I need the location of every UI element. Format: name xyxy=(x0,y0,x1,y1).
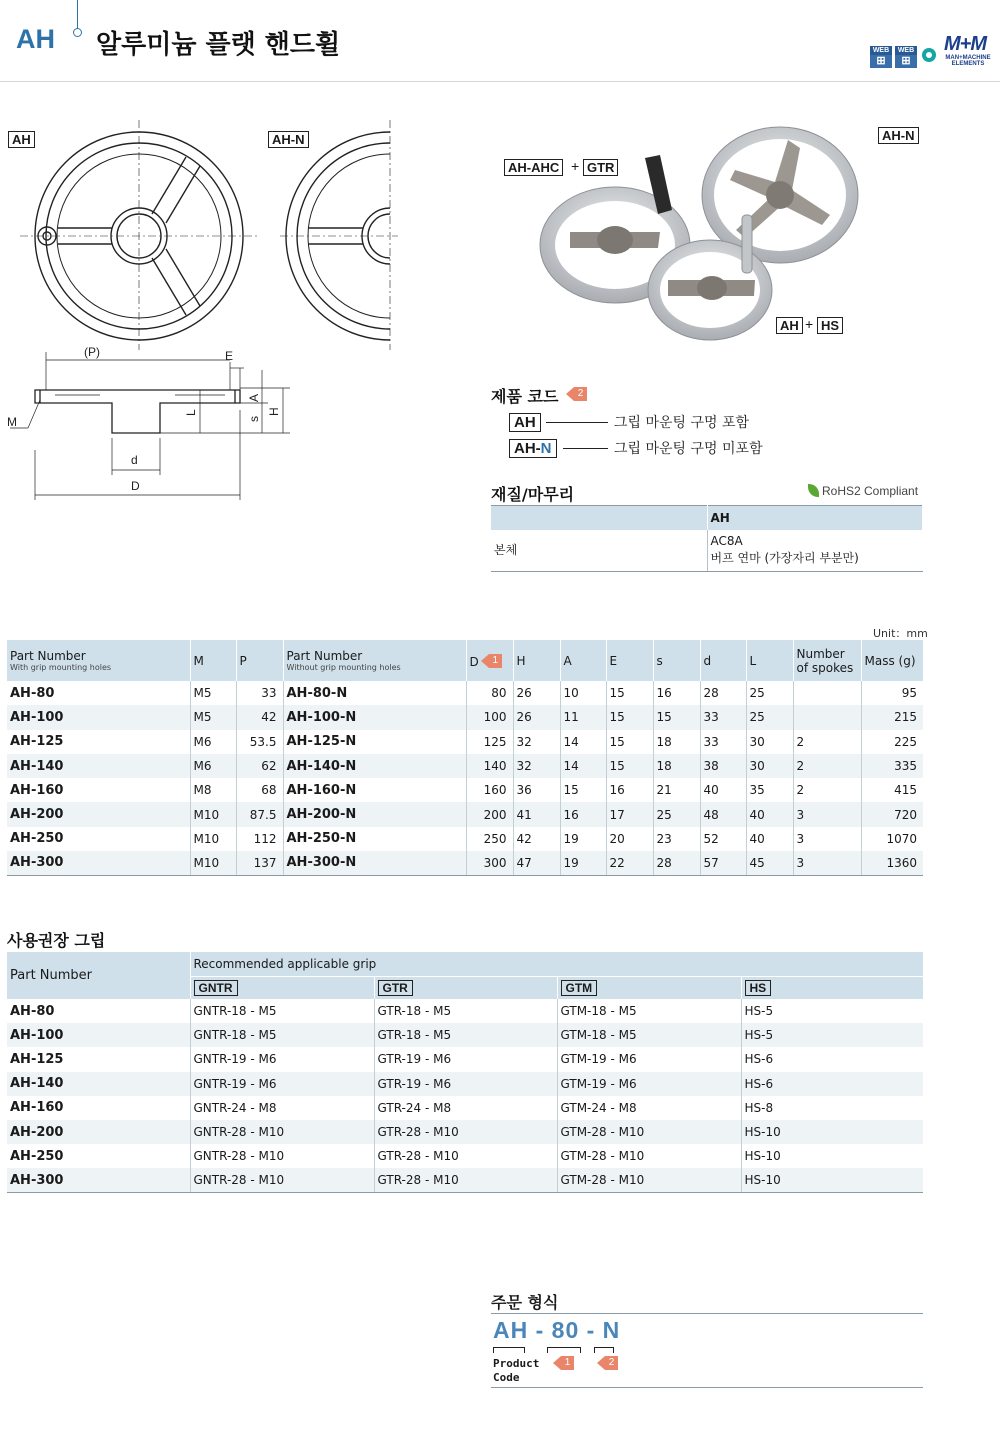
table-row xyxy=(7,1120,923,1144)
front-view-drawing xyxy=(0,110,400,360)
spec-cell-l: 45 xyxy=(746,851,793,875)
spec-cell-m: M8 xyxy=(190,778,236,802)
unit-label: Unit：mm xyxy=(873,627,928,640)
brand-logo-sub: MAN+MACHINE ELEMENTS xyxy=(945,55,991,67)
spec-header-spokes-1: Number xyxy=(796,646,845,661)
table-row xyxy=(7,1096,923,1120)
spec-d-badge xyxy=(481,654,503,668)
spec-cell-p: 53.5 xyxy=(236,730,283,754)
spec-cell-small-d: 40 xyxy=(700,778,746,802)
spec-cell-spokes: 3 xyxy=(793,827,861,851)
spec-cell-e: 15 xyxy=(606,730,653,754)
spec-cell-p: 137 xyxy=(236,851,283,875)
grip-header-gntr xyxy=(190,976,374,999)
spec-cell-pn2: AH-80-N xyxy=(283,681,466,705)
grip-cell-hs: HS-5 xyxy=(741,1023,923,1047)
spec-cell-a: 16 xyxy=(560,802,606,826)
grip-header-gtr-label: GTR xyxy=(378,980,413,996)
spec-header-pn-without xyxy=(283,640,466,681)
spec-cell-s: 25 xyxy=(653,802,700,826)
order-badge-1-number: 1 xyxy=(561,1356,574,1370)
grip-cell-gntr: GNTR-19 - M6 xyxy=(190,1047,374,1071)
spec-cell-a: 10 xyxy=(560,681,606,705)
order-bracket xyxy=(493,1347,525,1353)
grip-cell-gtr: GTR-24 - M8 xyxy=(374,1096,557,1120)
web-badge-label: WEB xyxy=(870,46,892,55)
spec-cell-s: 16 xyxy=(653,681,700,705)
spec-cell-a: 19 xyxy=(560,851,606,875)
spec-cell-pn: AH-125 xyxy=(7,730,190,754)
grip-cell-gtm: GTM-19 - M6 xyxy=(557,1072,741,1096)
dim-label-big-d: D xyxy=(131,479,140,493)
material-header-ah: AH xyxy=(707,506,923,530)
spec-cell-d: 250 xyxy=(466,827,513,851)
spec-header-p: P xyxy=(236,640,283,681)
code-ah-n-prefix: AH- xyxy=(514,440,541,457)
dim-label-s: s xyxy=(247,416,261,422)
code-ah-n-desc: 그립 마운팅 구멍 미포함 xyxy=(614,441,763,457)
grip-header-gtr xyxy=(374,976,557,999)
spec-cell-m: M6 xyxy=(190,730,236,754)
grip-cell-gtm: GTM-24 - M8 xyxy=(557,1096,741,1120)
grip-cell-hs: HS-8 xyxy=(744,1100,774,1115)
spec-cell-mass: 95 xyxy=(901,686,917,701)
dim-label-m: M xyxy=(7,415,17,429)
material-title: 재질/마무리 xyxy=(491,485,575,504)
dim-label-e: E xyxy=(225,349,234,363)
badge-number: 2 xyxy=(574,387,587,401)
spec-cell-pn2: AH-140-N xyxy=(283,754,466,778)
order-divider xyxy=(491,1313,923,1314)
material-alloy: AC8A xyxy=(710,534,743,549)
spec-header-pn-with-label: Part Number xyxy=(10,648,86,663)
spec-d-badge-number: 1 xyxy=(489,654,502,668)
table-row xyxy=(7,999,923,1023)
dim-label-l: L xyxy=(184,409,198,416)
order-badge-2-number: 2 xyxy=(605,1356,618,1370)
spec-cell-s: 21 xyxy=(653,778,700,802)
dim-label-small-d: d xyxy=(131,453,138,467)
order-label-2: Code xyxy=(493,1371,520,1384)
spec-cell-m: M5 xyxy=(190,681,236,705)
grip-header-recommended: Recommended applicable grip xyxy=(190,952,923,976)
order-product-code-label xyxy=(493,1357,539,1385)
grip-cell-pn: AH-140 xyxy=(7,1072,190,1096)
spec-header-s: s xyxy=(653,640,700,681)
spec-cell-d: 140 xyxy=(466,754,513,778)
spec-cell-small-d: 57 xyxy=(700,851,746,875)
spec-cell-spokes: 2 xyxy=(793,778,861,802)
spec-header-small-d: d xyxy=(700,640,746,681)
spec-cell-pn: AH-160 xyxy=(7,778,190,802)
spec-cell-mass: 1070 xyxy=(886,831,917,846)
material-header-empty xyxy=(491,506,707,530)
grip-cell-gtm: GTM-18 - M5 xyxy=(557,1023,741,1047)
grip-cell-pn: AH-200 xyxy=(7,1120,190,1144)
spec-cell-pn: AH-100 xyxy=(7,705,190,729)
grip-cell-gtm: GTM-19 - M6 xyxy=(557,1047,741,1071)
grip-cell-gtr: GTR-28 - M10 xyxy=(374,1168,557,1192)
rohs-badge xyxy=(808,484,918,498)
grip-cell-gtr: GTR-19 - M6 xyxy=(374,1047,557,1071)
spec-header-pn-with-sub: With grip mounting holes xyxy=(10,662,112,672)
spec-cell-p: 112 xyxy=(236,827,283,851)
spec-header-d xyxy=(466,640,513,681)
table-row xyxy=(7,827,923,851)
spec-cell-s: 28 xyxy=(653,851,700,875)
spec-cell-pn: AH-250 xyxy=(7,827,190,851)
dim-label-a: A xyxy=(247,393,261,402)
grip-cell-gtr: GTR-18 - M5 xyxy=(374,1023,557,1047)
spec-cell-d: 80 xyxy=(466,681,513,705)
series-code: AH xyxy=(16,24,55,54)
spec-cell-d: 125 xyxy=(466,730,513,754)
grip-cell-hs: HS-10 xyxy=(741,1168,923,1192)
spec-cell-m: M6 xyxy=(190,754,236,778)
grip-cell-gntr: GNTR-28 - M10 xyxy=(190,1168,374,1192)
grip-cell-hs: HS-10 xyxy=(741,1120,923,1144)
logo-circle-icon xyxy=(922,48,936,62)
web-badge-label: WEB xyxy=(895,46,917,55)
code-ah-n xyxy=(509,439,557,458)
spec-cell-d: 200 xyxy=(466,802,513,826)
spec-cell-m: M10 xyxy=(190,851,236,875)
spec-header-pn-without-label: Part Number xyxy=(286,648,363,663)
spec-cell-e: 20 xyxy=(606,827,653,851)
spec-cell-e: 22 xyxy=(606,851,653,875)
spec-cell-h: 47 xyxy=(513,851,560,875)
spec-cell-l: 40 xyxy=(746,827,793,851)
spec-cell-mass: 720 xyxy=(861,802,923,826)
grip-cell-hs: HS-10 xyxy=(744,1149,781,1164)
web-badge-icon[interactable]: WEB ⊞ xyxy=(895,46,917,68)
spec-cell-pn: AH-200 xyxy=(7,802,190,826)
spec-cell-h: 32 xyxy=(513,730,560,754)
grip-table xyxy=(7,952,923,1193)
spec-cell-s: 18 xyxy=(653,730,700,754)
spec-cell-l: 30 xyxy=(746,754,793,778)
order-code-example: AH - 80 - N xyxy=(493,1317,621,1343)
grip-cell-gtm: GTM-28 - M10 xyxy=(557,1144,741,1168)
table-row xyxy=(7,778,923,802)
spec-cell-spokes xyxy=(793,705,861,729)
table-row xyxy=(7,1144,923,1168)
material-row-value xyxy=(707,530,923,572)
page-title: 알루미늄 플랫 핸드휠 xyxy=(96,30,341,60)
grip-header-gtm xyxy=(557,976,741,999)
spec-cell-mass: 335 xyxy=(861,754,923,778)
spec-cell-spokes: 2 xyxy=(793,754,861,778)
code-leader-line xyxy=(563,448,608,449)
spec-cell-m: M10 xyxy=(190,827,236,851)
rohs-leaf-icon xyxy=(808,484,819,497)
spec-cell-e: 15 xyxy=(606,681,653,705)
code-leader-line xyxy=(546,422,608,423)
spec-cell-s: 15 xyxy=(653,705,700,729)
material-table xyxy=(491,505,923,572)
spec-cell-pn2: AH-200-N xyxy=(283,802,466,826)
grip-cell-gtr: GTR-18 - M5 xyxy=(374,999,557,1023)
table-row xyxy=(7,1168,923,1192)
photo-tag-ah-n: AH-N xyxy=(878,127,919,144)
code-ah-label: AH xyxy=(514,414,536,431)
dim-label-p: (P) xyxy=(84,345,100,359)
spec-header-e: E xyxy=(606,640,653,681)
page-header xyxy=(0,0,1000,82)
spec-header-spokes-2: of spokes xyxy=(796,660,854,675)
spec-cell-small-d: 28 xyxy=(700,681,746,705)
photo-tag-ah: AH xyxy=(776,317,803,334)
spec-cell-d: 100 xyxy=(466,705,513,729)
spec-cell-p: 42 xyxy=(236,705,283,729)
spec-header-m: M xyxy=(190,640,236,681)
header-divider xyxy=(77,0,78,30)
spec-cell-pn: AH-140 xyxy=(7,754,190,778)
spec-cell-pn: AH-300 xyxy=(7,851,190,875)
spec-cell-mass: 225 xyxy=(894,734,917,749)
spec-cell-e: 16 xyxy=(606,778,653,802)
grip-header-pn: Part Number xyxy=(7,952,190,999)
spec-cell-pn2: AH-250-N xyxy=(283,827,466,851)
spec-cell-h: 26 xyxy=(513,705,560,729)
grip-cell-gtr: GTR-19 - M6 xyxy=(374,1072,557,1096)
grip-cell-hs: HS-6 xyxy=(744,1052,774,1067)
grip-cell-pn: AH-160 xyxy=(7,1096,190,1120)
spec-cell-pn2: AH-125-N xyxy=(283,730,466,754)
spec-cell-small-d: 48 xyxy=(700,802,746,826)
spec-cell-spokes: 2 xyxy=(793,730,861,754)
spec-cell-e: 15 xyxy=(606,754,653,778)
brand-logo: M+M xyxy=(944,33,986,55)
spec-cell-l: 40 xyxy=(746,802,793,826)
spec-cell-a: 14 xyxy=(560,730,606,754)
spec-cell-m: M5 xyxy=(190,705,236,729)
grip-cell-gtr: GTR-28 - M10 xyxy=(374,1144,557,1168)
side-view-drawing xyxy=(0,340,300,510)
spec-cell-l: 25 xyxy=(746,705,793,729)
grip-cell-gntr: GNTR-19 - M6 xyxy=(190,1072,374,1096)
table-row xyxy=(7,705,923,729)
spec-header-mass: Mass (g) xyxy=(861,640,923,681)
spec-cell-a: 15 xyxy=(560,778,606,802)
code-ah-desc: 그립 마운팅 구멍 포함 xyxy=(614,415,750,431)
code-ah xyxy=(509,413,541,432)
spec-header-pn-with xyxy=(7,640,190,681)
spec-cell-small-d: 33 xyxy=(700,705,746,729)
grip-header-gtm-label: GTM xyxy=(561,980,598,996)
table-row xyxy=(7,681,923,705)
spec-cell-l: 25 xyxy=(746,681,793,705)
spec-cell-s: 18 xyxy=(653,754,700,778)
spec-cell-small-d: 33 xyxy=(700,730,746,754)
grip-cell-pn: AH-80 xyxy=(7,999,190,1023)
spec-cell-mass: 1360 xyxy=(861,851,923,875)
drawing-label-ah: AH xyxy=(8,131,35,148)
spec-cell-spokes xyxy=(793,681,861,705)
grip-cell-gntr: GNTR-28 - M10 xyxy=(190,1144,374,1168)
spec-cell-l: 30 xyxy=(746,730,793,754)
spec-cell-pn2: AH-100-N xyxy=(283,705,466,729)
spec-cell-l: 35 xyxy=(746,778,793,802)
grip-cell-gntr: GNTR-24 - M8 xyxy=(190,1096,374,1120)
photo-tag-plus: + xyxy=(805,316,814,332)
grip-header-gntr-label: GNTR xyxy=(194,980,238,996)
table-row xyxy=(7,1023,923,1047)
grip-cell-hs: HS-5 xyxy=(744,1004,774,1019)
dim-label-h: H xyxy=(267,407,281,416)
spec-cell-s: 23 xyxy=(653,827,700,851)
grip-cell-hs: HS-6 xyxy=(741,1072,923,1096)
grip-cell-gtm: GTM-28 - M10 xyxy=(557,1120,741,1144)
spec-header-d-label: D xyxy=(469,655,479,669)
spec-cell-small-d: 52 xyxy=(700,827,746,851)
spec-cell-spokes: 3 xyxy=(793,802,861,826)
table-row xyxy=(7,851,923,875)
spec-header-a: A xyxy=(560,640,606,681)
material-row-label: 본체 xyxy=(491,530,707,572)
grip-cell-pn: AH-125 xyxy=(7,1047,190,1071)
spec-cell-d: 300 xyxy=(466,851,513,875)
spec-cell-h: 32 xyxy=(513,754,560,778)
grip-header-hs-label: HS xyxy=(745,980,772,996)
order-bracket xyxy=(594,1347,614,1353)
spec-cell-h: 41 xyxy=(513,802,560,826)
table-row xyxy=(7,1047,923,1071)
spec-cell-mass: 415 xyxy=(894,783,917,798)
grip-cell-gtr: GTR-28 - M10 xyxy=(374,1120,557,1144)
grip-header-hs xyxy=(741,976,923,999)
order-bracket xyxy=(547,1347,581,1353)
grip-cell-gntr: GNTR-18 - M5 xyxy=(190,1023,374,1047)
table-row xyxy=(7,802,923,826)
web-badge-icon[interactable]: WEB ⊞ xyxy=(870,46,892,68)
spec-header-l: L xyxy=(746,640,793,681)
spec-cell-h: 36 xyxy=(513,778,560,802)
product-photo xyxy=(530,120,930,350)
spec-cell-pn: AH-80 xyxy=(7,681,190,705)
table-row xyxy=(7,754,923,778)
spec-cell-p: 68 xyxy=(236,778,283,802)
grip-cell-pn: AH-300 xyxy=(7,1168,190,1192)
spec-cell-m: M10 xyxy=(190,802,236,826)
spec-cell-d: 160 xyxy=(466,778,513,802)
photo-tag-plus: + xyxy=(571,158,580,174)
spec-cell-h: 26 xyxy=(513,681,560,705)
photo-tag-hs: HS xyxy=(817,317,843,334)
spec-table xyxy=(7,640,923,876)
spec-cell-a: 11 xyxy=(560,705,606,729)
spec-cell-a: 19 xyxy=(560,827,606,851)
order-divider xyxy=(491,1387,923,1388)
code-ah-n-suffix: N xyxy=(540,440,552,457)
header-dot-icon xyxy=(73,28,82,37)
spec-cell-pn2: AH-300-N xyxy=(283,851,466,875)
drawing-label-ahn: AH-N xyxy=(268,131,309,148)
spec-cell-p: 33 xyxy=(236,681,283,705)
spec-cell-e: 17 xyxy=(606,802,653,826)
rohs-label: RoHS2 Compliant xyxy=(822,484,919,498)
spec-cell-h: 42 xyxy=(513,827,560,851)
grip-cell-gtm: GTM-28 - M10 xyxy=(557,1168,741,1192)
grip-cell-gntr: GNTR-18 - M5 xyxy=(190,999,374,1023)
photo-tag-gtr: GTR xyxy=(583,159,618,176)
spec-header-h: H xyxy=(513,640,560,681)
order-format-title: 주문 형식 xyxy=(491,1293,559,1312)
product-code-title: 제품 코드 xyxy=(491,387,559,406)
material-finish: 버프 연마 (가장자리 부분만) xyxy=(710,551,859,566)
spec-cell-mass: 215 xyxy=(861,705,923,729)
table-row xyxy=(7,730,923,754)
photo-tag-ah-ahc: AH-AHC xyxy=(504,159,563,176)
grip-cell-gntr: GNTR-28 - M10 xyxy=(190,1120,374,1144)
spec-cell-pn2: AH-160-N xyxy=(283,778,466,802)
spec-cell-small-d: 38 xyxy=(700,754,746,778)
spec-header-pn-without-sub: Without grip mounting holes xyxy=(286,662,401,672)
table-row xyxy=(7,1072,923,1096)
spec-cell-spokes: 3 xyxy=(793,851,861,875)
grip-title: 사용권장 그립 xyxy=(7,931,106,950)
grip-cell-pn: AH-100 xyxy=(7,1023,190,1047)
spec-cell-e: 15 xyxy=(606,705,653,729)
spec-header-spokes xyxy=(793,640,861,681)
spec-cell-a: 14 xyxy=(560,754,606,778)
spec-cell-p: 87.5 xyxy=(236,802,283,826)
grip-cell-pn: AH-250 xyxy=(7,1144,190,1168)
order-label-1: Product xyxy=(493,1357,540,1370)
grip-cell-gtm: GTM-18 - M5 xyxy=(557,999,741,1023)
spec-cell-p: 62 xyxy=(236,754,283,778)
